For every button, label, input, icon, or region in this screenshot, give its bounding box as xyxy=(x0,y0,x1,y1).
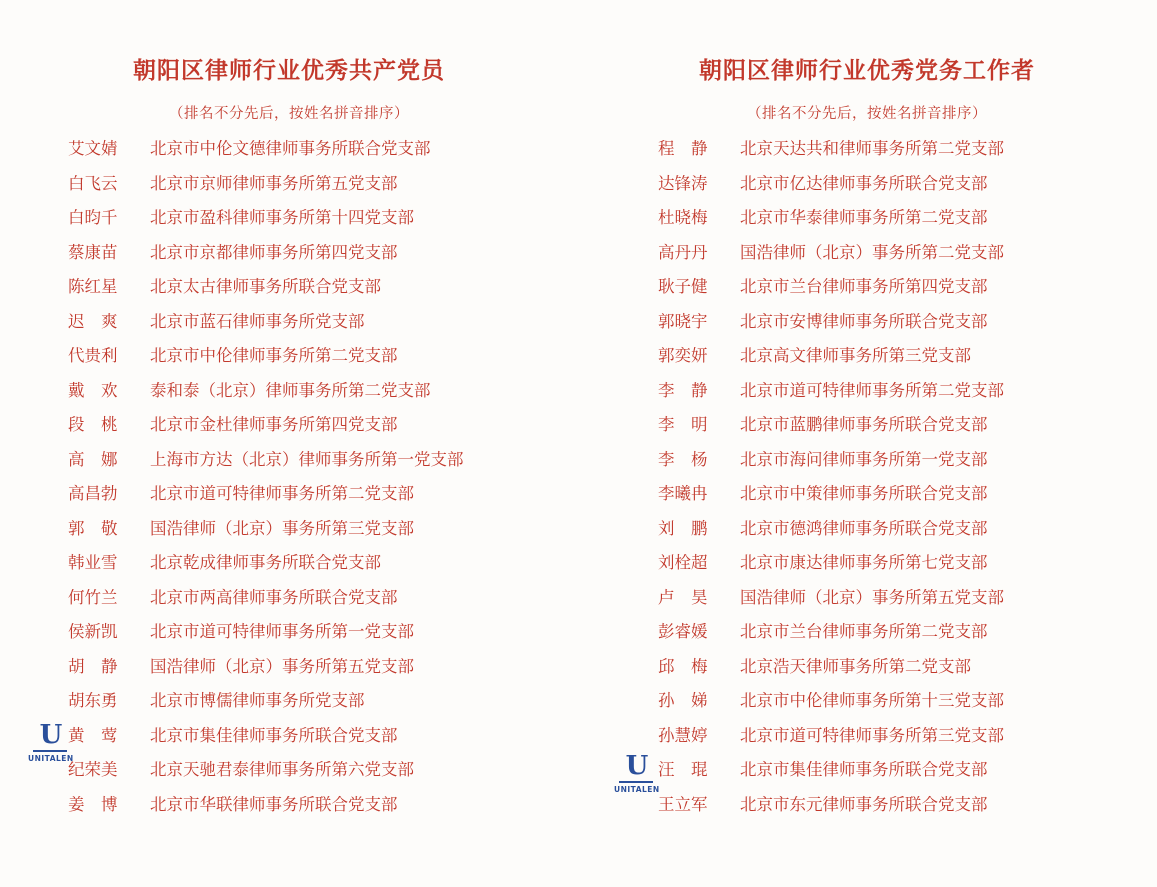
honoree-organization: 北京市京师律师事务所第五党支部 xyxy=(150,173,398,193)
honoree-organization: 北京市东元律师事务所联合党支部 xyxy=(740,794,988,814)
honoree-organization: 北京天驰君泰律师事务所第六党支部 xyxy=(150,760,414,779)
list-item xyxy=(578,693,1156,728)
list-item xyxy=(0,173,578,211)
honoree-name: 韩业雪 xyxy=(68,553,118,572)
column-title: 朝阳区律师行业优秀党务工作者 xyxy=(699,58,1035,84)
unitalen-logo-divider xyxy=(619,781,653,783)
honoree-name: 李 明 xyxy=(658,415,708,434)
list-item xyxy=(578,486,1156,521)
honoree-organization: 北京市盈科律师事务所第十四党支部 xyxy=(150,208,414,227)
list-item xyxy=(578,279,1156,314)
honoree-name: 高丹丹 xyxy=(658,242,708,262)
list-item xyxy=(578,242,1156,280)
unitalen-logo-mark: U xyxy=(39,720,61,750)
honoree-name: 孙 娣 xyxy=(658,691,708,710)
list-item xyxy=(0,348,578,383)
honoree-name: 侯新凯 xyxy=(68,622,118,641)
honoree-organization: 国浩律师（北京）事务所第二党支部 xyxy=(740,242,1004,262)
honoree-name: 程 静 xyxy=(658,139,708,158)
honoree-name: 郭奕妍 xyxy=(658,346,708,365)
honoree-name: 蔡康苗 xyxy=(68,242,118,262)
honoree-organization: 北京市金杜律师事务所第四党支部 xyxy=(150,415,398,434)
honoree-name: 纪荣美 xyxy=(68,760,118,779)
unitalen-logo-wordmark: UNITALEN xyxy=(28,754,74,763)
honoree-name: 何竹兰 xyxy=(68,587,118,607)
list-item xyxy=(578,210,1156,245)
list-item xyxy=(578,555,1156,590)
list-item xyxy=(0,518,578,556)
list-item xyxy=(578,311,1156,349)
list-item xyxy=(0,486,578,521)
honoree-name: 胡 静 xyxy=(68,656,118,676)
list-item xyxy=(578,587,1156,625)
list-item xyxy=(0,794,578,832)
honoree-name: 戴 欢 xyxy=(68,380,118,400)
list-item xyxy=(0,656,578,694)
column-excellent-party-affairs-workers xyxy=(578,0,1156,887)
list-item xyxy=(0,624,578,659)
honoree-organization: 北京市亿达律师事务所联合党支部 xyxy=(740,173,988,193)
honoree-name: 李曦冉 xyxy=(658,484,708,503)
list-item xyxy=(0,555,578,590)
honoree-name: 王立军 xyxy=(658,794,708,814)
honoree-organization: 国浩律师（北京）事务所第五党支部 xyxy=(150,656,414,676)
honoree-name: 迟 爽 xyxy=(68,311,118,331)
honoree-name: 胡东勇 xyxy=(68,691,118,710)
honoree-organization: 北京市道可特律师事务所第三党支部 xyxy=(740,725,1004,745)
list-item xyxy=(578,624,1156,659)
list-item xyxy=(578,725,1156,763)
honoree-name: 刘 鹏 xyxy=(658,518,708,538)
list-item xyxy=(0,693,578,728)
honoree-name: 杜晓梅 xyxy=(658,208,708,227)
honoree-organization: 北京市蓝石律师事务所党支部 xyxy=(150,311,365,331)
honoree-organization: 北京市中伦律师事务所第十三党支部 xyxy=(740,691,1004,710)
list-item xyxy=(578,794,1156,832)
honoree-organization: 北京太古律师事务所联合党支部 xyxy=(150,277,381,296)
honoree-organization: 北京市德鸿律师事务所联合党支部 xyxy=(740,518,988,538)
honoree-name: 段 桃 xyxy=(68,415,118,434)
honoree-name: 耿子健 xyxy=(658,277,708,296)
honoree-organization: 北京市中伦文德律师事务所联合党支部 xyxy=(150,139,431,158)
honoree-name: 姜 博 xyxy=(68,794,118,814)
honoree-name: 郭晓宇 xyxy=(658,311,708,331)
honoree-name: 彭睿媛 xyxy=(658,622,708,641)
honoree-name: 孙慧婷 xyxy=(658,725,708,745)
column-excellent-party-members xyxy=(0,0,578,887)
list-item xyxy=(578,380,1156,418)
honoree-name: 李 静 xyxy=(658,380,708,400)
honoree-organization: 北京市兰台律师事务所第四党支部 xyxy=(740,277,988,296)
list-item xyxy=(0,279,578,314)
honoree-name: 高 娜 xyxy=(68,449,118,469)
honoree-organization: 北京乾成律师事务所联合党支部 xyxy=(150,553,381,572)
honoree-name: 陈红星 xyxy=(68,277,118,296)
honoree-organization: 北京市博儒律师事务所党支部 xyxy=(150,691,365,710)
honoree-name: 卢 昊 xyxy=(658,587,708,607)
list-item xyxy=(0,587,578,625)
honoree-organization: 北京市集佳律师事务所联合党支部 xyxy=(740,760,988,779)
unitalen-logo-wordmark: UNITALEN xyxy=(614,785,660,794)
honoree-organization: 泰和泰（北京）律师事务所第二党支部 xyxy=(150,380,431,400)
honoree-organization: 北京市集佳律师事务所联合党支部 xyxy=(150,725,398,745)
column-subtitle: （排名不分先后，按姓名拼音排序） xyxy=(747,106,987,122)
column-title: 朝阳区律师行业优秀共产党员 xyxy=(133,58,445,84)
list-item xyxy=(0,725,578,763)
list-item xyxy=(0,762,578,797)
honoree-organization: 北京市华泰律师事务所第二党支部 xyxy=(740,208,988,227)
column-subtitle: （排名不分先后，按姓名拼音排序） xyxy=(169,106,409,122)
honoree-organization: 北京市康达律师事务所第七党支部 xyxy=(740,553,988,572)
honoree-name: 白昀千 xyxy=(68,208,118,227)
honoree-organization: 北京市安博律师事务所联合党支部 xyxy=(740,311,988,331)
honoree-name: 黄 莺 xyxy=(68,725,118,745)
honoree-name: 白飞云 xyxy=(68,173,118,193)
honoree-organization: 上海市方达（北京）律师事务所第一党支部 xyxy=(150,449,464,469)
list-item xyxy=(578,348,1156,383)
honoree-organization: 北京市中伦律师事务所第二党支部 xyxy=(150,346,398,365)
unitalen-logo-divider xyxy=(33,750,67,752)
honoree-organization: 北京市华联律师事务所联合党支部 xyxy=(150,794,398,814)
honoree-organization: 国浩律师（北京）事务所第五党支部 xyxy=(740,587,1004,607)
honoree-name: 郭 敬 xyxy=(68,518,118,538)
honoree-name: 高昌勃 xyxy=(68,484,118,503)
list-item xyxy=(0,311,578,349)
honoree-organization: 北京市中策律师事务所联合党支部 xyxy=(740,484,988,503)
honoree-organization: 北京市蓝鹏律师事务所联合党支部 xyxy=(740,415,988,434)
unitalen-logo xyxy=(614,753,658,794)
honoree-organization: 北京市海问律师事务所第一党支部 xyxy=(740,449,988,469)
honoree-organization: 北京市道可特律师事务所第二党支部 xyxy=(150,484,414,503)
honoree-organization: 北京市京都律师事务所第四党支部 xyxy=(150,242,398,262)
honoree-organization: 北京市道可特律师事务所第二党支部 xyxy=(740,380,1004,400)
unitalen-logo xyxy=(28,722,72,763)
list-item xyxy=(578,449,1156,487)
honoree-organization: 北京浩天律师事务所第二党支部 xyxy=(740,656,971,676)
list-item xyxy=(578,656,1156,694)
list-item xyxy=(578,173,1156,211)
honoree-organization: 北京市兰台律师事务所第二党支部 xyxy=(740,622,988,641)
honoree-list xyxy=(0,141,578,831)
list-item xyxy=(0,380,578,418)
honoree-name: 刘栓超 xyxy=(658,553,708,572)
honoree-name: 达锋涛 xyxy=(658,173,708,193)
list-item xyxy=(578,518,1156,556)
honoree-name: 李 杨 xyxy=(658,449,708,469)
honoree-organization: 北京高文律师事务所第三党支部 xyxy=(740,346,971,365)
honoree-list xyxy=(578,141,1156,831)
list-item xyxy=(0,242,578,280)
honoree-organization: 北京天达共和律师事务所第二党支部 xyxy=(740,139,1004,158)
honoree-organization: 北京市道可特律师事务所第一党支部 xyxy=(150,622,414,641)
list-item xyxy=(0,417,578,452)
honoree-name: 代贵利 xyxy=(68,346,118,365)
list-item xyxy=(0,449,578,487)
list-item xyxy=(578,762,1156,797)
honoree-name: 邱 梅 xyxy=(658,656,708,676)
honoree-organization: 北京市两高律师事务所联合党支部 xyxy=(150,587,398,607)
list-item xyxy=(578,141,1156,176)
honoree-name: 艾文婧 xyxy=(68,139,118,158)
list-item xyxy=(578,417,1156,452)
honoree-name: 汪 琨 xyxy=(658,760,708,779)
honoree-organization: 国浩律师（北京）事务所第三党支部 xyxy=(150,518,414,538)
unitalen-logo-mark: U xyxy=(625,751,647,781)
list-item xyxy=(0,210,578,245)
list-item xyxy=(0,141,578,176)
